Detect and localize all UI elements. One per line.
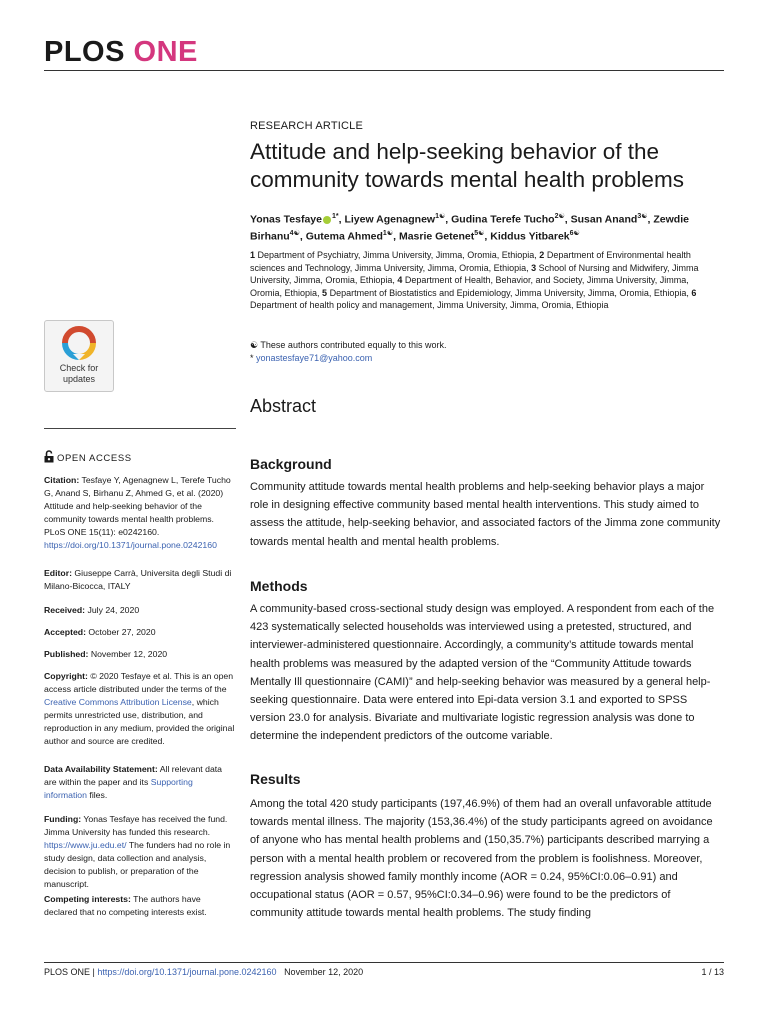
affiliation-number: 6 bbox=[691, 287, 697, 298]
badge-line-1: Check for bbox=[59, 363, 99, 373]
affiliation-number: 4 bbox=[397, 275, 403, 286]
author-affiliation-mark: 3☯ bbox=[637, 213, 648, 220]
open-access-label: OPEN ACCESS bbox=[44, 450, 132, 464]
author-notes bbox=[250, 339, 722, 364]
article-title: Attitude and help-seeking behavior of the community towards mental health problems bbox=[250, 139, 684, 192]
author-name[interactable]: Masrie Getenet bbox=[398, 230, 475, 242]
author-name[interactable]: Gutema Ahmed bbox=[305, 230, 383, 242]
footer-divider bbox=[44, 962, 724, 963]
published-date: Published: November 12, 2020 bbox=[44, 649, 168, 659]
badge-line-2: updates bbox=[62, 374, 96, 384]
logo-one: ONE bbox=[133, 36, 198, 68]
footer-doi-link[interactable]: https://doi.org/10.1371/journal.pone.0242160 bbox=[97, 967, 277, 977]
abstract-heading: Abstract bbox=[250, 396, 317, 416]
received-date: Received: July 24, 2020 bbox=[44, 605, 140, 615]
corresponding-email-link[interactable]: yonastesfaye71@yahoo.com bbox=[256, 352, 373, 363]
author-affiliation-mark: 1* bbox=[331, 213, 339, 220]
author-affiliation-mark: 5☯ bbox=[474, 229, 485, 237]
affiliation-number: 3 bbox=[531, 262, 537, 273]
author-list: Yonas Tesfaye $^{1*}$, Liyew Agenagnew$^{1☯}$, Gudina Terefe Tucho$^{2☯}$, Susan Anand$^{3☯}$, Zewdie Birhanu$^{4☯}$, Gutema Ahmed$^{1☯}$, Masrie Getenet$^{5☯}$, Kiddus Yitbarek$^{6☯}$ bbox=[250, 213, 689, 242]
background-text: Community attitude towards mental health problems and help-seeking behavior plays a major role in designing effective community based mental health interventions. This study aimed to assess the attitude, help-seeking behavior, and associated factors of the Jimma zone community towards mental health and mental health problems. bbox=[250, 481, 721, 548]
author-name[interactable]: Susan Anand bbox=[570, 213, 638, 226]
author-affiliation-mark: 2☯ bbox=[554, 213, 565, 220]
equal-contribution-icon: ☯ bbox=[250, 340, 259, 350]
journal-logo bbox=[44, 36, 198, 69]
editor-block: Editor: Giuseppe Carrà, Universita degli Studi di Milano-Bicocca, ITALY bbox=[44, 568, 232, 591]
footer-citation: PLOS ONE | https://doi.org/10.1371/journal.pone.0242160 November 12, 2020 bbox=[44, 967, 364, 977]
cc-license-link[interactable]: Creative Commons Attribution License bbox=[44, 697, 192, 707]
affiliation-text: Department of health policy and management, Jimma University, Jimma, Oromia, Ethiopia bbox=[250, 300, 609, 311]
author-affiliation-mark: 6☯ bbox=[569, 229, 580, 237]
author-affiliation-mark: 1☯ bbox=[382, 229, 394, 237]
accepted-date: Accepted: October 27, 2020 bbox=[44, 627, 156, 637]
author-affiliation-mark: 1☯ bbox=[435, 213, 446, 220]
author-name[interactable]: Gudina Terefe Tucho bbox=[451, 213, 555, 226]
check-for-updates-badge[interactable] bbox=[44, 320, 114, 392]
article-type: RESEARCH ARTICLE bbox=[250, 120, 364, 132]
funding-url-link[interactable]: https://www.ju.edu.et/ bbox=[44, 840, 127, 850]
citation-block: Citation: Tesfaye Y, Agenagnew L, Terefe Tucho G, Anand S, Birhanu Z, Ahmed G, et al. (2020) Attitude and help-seeking behavior of the community towards mental health problems. PLoS ONE 15(11): e0242160. https://doi.org/10.1371/journal.pone.0242160 bbox=[44, 475, 231, 550]
results-text: Among the total 420 study participants (197,46.9%) of them had an overall unfavorable attitude towards mental illness. The majority (153,36.4%) of the study participants agreed on avoidance of anyone who has mental health problems and (150,35.7%) participants described marrying a person with a mental health problem or recovered from the problem is foolishness. Moreover, regression analysis showed family monthly income (AOR = 0.24, 95%CI:0.06–0.91) and occupational status (AOR = 0.57, 95%CI:0.34–0.96) were found to be the predictors of community attitude towards mental health problems. The study finding bbox=[250, 798, 713, 920]
author-name[interactable]: Liyew Agenagnew bbox=[344, 213, 436, 226]
page-number: 1 / 13 bbox=[701, 967, 724, 977]
background-heading: Background bbox=[250, 456, 332, 472]
funding-block: Funding: Yonas Tesfaye has received the fund. Jimma University has funded this research. https://www.ju.edu.et/ The funders had no role in study design, data collection and analysis, decision to publish, or preparation of the manuscript. bbox=[44, 814, 231, 889]
methods-heading: Methods bbox=[250, 578, 308, 594]
equal-contribution-note: ☯ These authors contributed equally to this work. bbox=[250, 340, 447, 350]
affiliation-text: Department of Biostatistics and Epidemiology, Jimma University, Jimma, Oromia, Ethiopia, bbox=[329, 287, 689, 298]
affiliation-text: Department of Environmental health sciences and Technology, Jimma University, Jimma, Oromia, Ethiopia, bbox=[250, 250, 691, 273]
affiliation-number: 5 bbox=[322, 287, 328, 298]
data-availability-block: Data Availability Statement: All relevant data are within the paper and its Supporting information files. bbox=[44, 764, 223, 800]
crossmark-icon bbox=[62, 326, 96, 362]
corresponding-author: * yonastesfaye71@yahoo.com bbox=[250, 352, 373, 363]
affiliation-text: Department of Health, Behavior, and Society, Jimma University, Jimma, Oromia, Ethiopia, bbox=[250, 275, 689, 298]
affiliation-text: School of Nursing and Midwifery, Jimma University, Jimma, Oromia, Ethiopia, bbox=[250, 262, 699, 286]
author-name[interactable]: Yonas Tesfaye bbox=[250, 213, 322, 226]
author-name[interactable]: Zewdie Birhanu bbox=[250, 213, 689, 242]
sidebar-divider bbox=[44, 428, 236, 429]
supporting-information-link[interactable]: Supporting information bbox=[44, 777, 193, 800]
open-lock-icon bbox=[44, 450, 54, 463]
copyright-block: Copyright: © 2020 Tesfaye et al. This is an open access article distributed under the terms of the Creative Commons Attribution License, which permits unrestricted use, distribution, and reproduction in any medium, provided the original author and source are credited. bbox=[44, 671, 235, 746]
logo-plos: PLOS bbox=[44, 36, 125, 68]
citation-doi-link[interactable]: https://doi.org/10.1371/journal.pone.0242160 bbox=[44, 540, 217, 550]
affiliations bbox=[250, 249, 722, 312]
affiliation-number: 2 bbox=[539, 250, 545, 260]
footer-journal: PLOS ONE bbox=[44, 967, 91, 977]
author-affiliation-mark: 4☯ bbox=[289, 229, 300, 237]
footer-date: November 12, 2020 bbox=[284, 967, 364, 977]
header-divider bbox=[44, 70, 724, 71]
orcid-icon[interactable] bbox=[323, 216, 331, 224]
affiliation-text: Department of Psychiatry, Jimma University, Jimma, Oromia, Ethiopia, bbox=[257, 250, 537, 260]
affiliation-number: 1 bbox=[250, 250, 256, 260]
competing-interests-block: Competing interests: The authors have declared that no competing interests exist. bbox=[44, 894, 207, 917]
methods-text: A community-based cross-sectional study design was employed. A respondent from each of the 423 systematically selected households was interviewed using a pretested, structured, and interviewer-administered questionnaire. Accordingly, a community’s attitude towards mental health problems was measured by the adapted version of the “Community Attitude towards Mentally Ill questionnaire (CAMI)” and help-seeking behavior was measured by a general help-seeking questionnaire. Data were entered into Epi-data version 3.1 and exported to SPSS version 23.0 for analysis. Bivariate and multivariate logistic regression analysis was done to determine the independent predictors of the outcome variable. bbox=[250, 603, 715, 743]
results-heading: Results bbox=[250, 771, 301, 787]
author-name[interactable]: Kiddus Yitbarek bbox=[490, 230, 570, 242]
